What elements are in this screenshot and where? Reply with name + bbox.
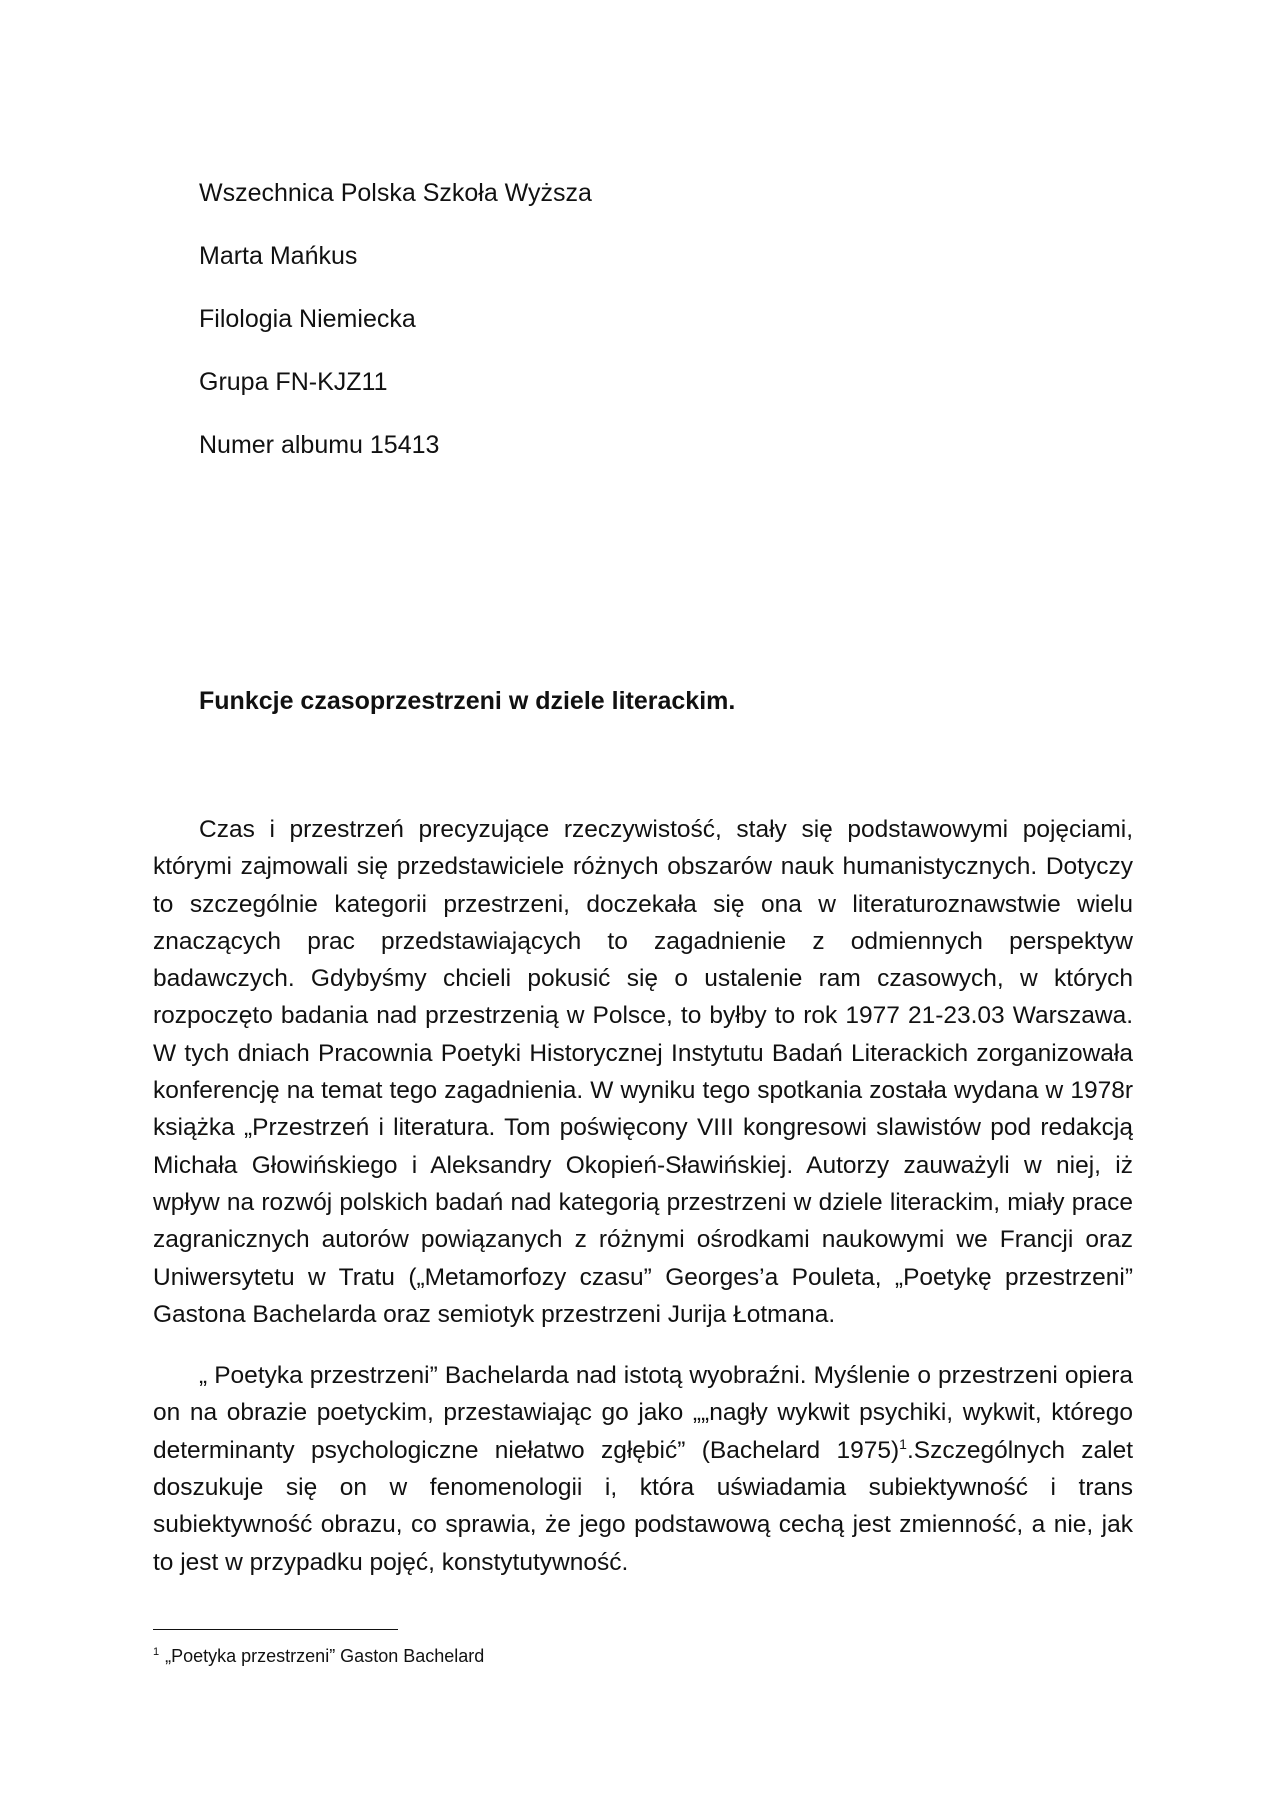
body-paragraph [153, 811, 1133, 1333]
footnote [153, 1644, 484, 1668]
group-code: Grupa FN-KJZ11 [199, 368, 388, 396]
field-of-study: Filologia Niemiecka [199, 305, 416, 333]
document-body [153, 811, 1133, 1605]
footnote-separator [153, 1629, 398, 1630]
author-header [199, 178, 592, 493]
album-number: Numer albumu 15413 [199, 431, 440, 459]
paragraph-text: „ Poetyka przestrzeni” Bachelarda nad istotą wyobraźni. Myślenie o przestrzeni opiera on na obrazie poetyckim, przestawiając go jako „„nagły wykwit psychiki, wykwit, którego determinanty psychologiczne niełatwo zgłębić” (Bachelard 1975) [153, 1362, 1133, 1464]
paragraph-text: .Szczególnych zalet doszukuje się on w fenomenologii i, która uświadamia subiektywność i trans subiektywność obrazu, co sprawia, że jego podstawową cechą jest zmienność, a nie, jak to jest w przypadku pojęć, konstytutywność. [153, 1436, 1134, 1576]
footnote-marker: 1 [153, 1646, 160, 1658]
body-paragraph [153, 1357, 1133, 1581]
author-name: Marta Mańkus [199, 242, 358, 270]
institution-name: Wszechnica Polska Szkoła Wyższa [199, 179, 592, 207]
paragraph-text: Czas i przestrzeń precyzujące rzeczywistość, stały się podstawowymi pojęciami, którymi zajmowali się przedstawiciele różnych obszarów nauk humanistycznych. Dotyczy to szczególnie kategorii przestrzeni, doczekała się ona w literaturoznawstwie wielu znaczących prac przedstawiających to zagadnienie z odmiennych perspektyw badawczych. Gdybyśmy chcieli pokusić się o ustalenie ram czasowych, w których rozpoczęto badania nad przestrzenią w Polsce, to byłby to rok 1977 21-23.03 Warszawa. W tych dniach Pracownia Poetyki Historycznej Instytutu Badań Literackich zorganizowała konferencję na temat tego zagadnienia. W wyniku tego spotkania została wydana w 1978r książka „Przestrzeń i literatura. Tom poświęcony VIII kongresowi slawistów pod redakcją Michała Głowińskiego i Aleksandry Okopień-Sławińskiej. Autorzy zauważyli w niej, iż wpływ na rozwój polskich badań nad kategorią przestrzeni w dziele literackim, miały prace zagranicznych autorów powiązanych z różnymi ośrodkami naukowymi we Francji oraz Uniwersytetu w Tratu („Metamorfozy czasu” Georges’a Pouleta, „Poetykę przestrzeni” Gastona Bachelarda oraz semiotyk przestrzeni Jurija Łotmana. [153, 816, 1133, 1328]
footnote-reference: 1 [899, 1435, 907, 1452]
footnote-text: „Poetyka przestrzeni” Gaston Bachelard [165, 1646, 485, 1666]
document-title: Funkcje czasoprzestrzeni w dziele literackim. [199, 687, 736, 715]
